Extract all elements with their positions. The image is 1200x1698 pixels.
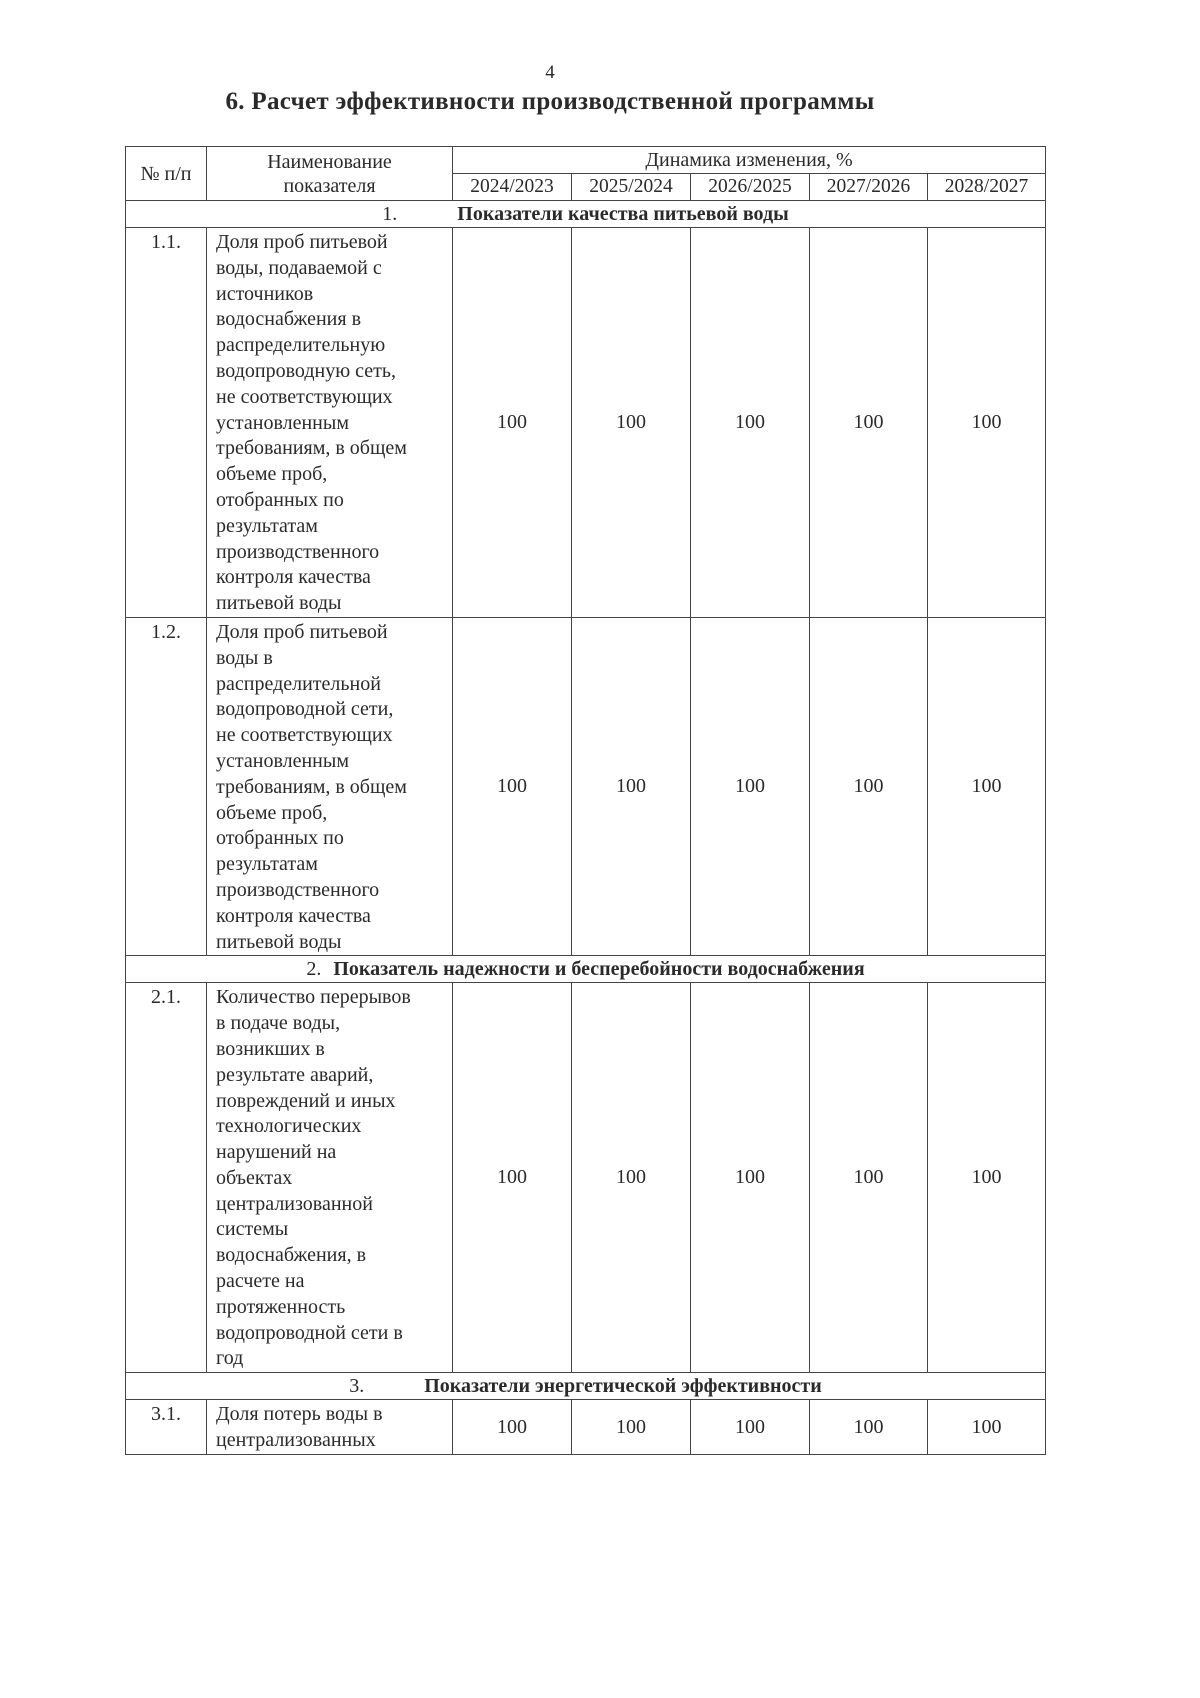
row-name-line: расчете на <box>216 1270 305 1293</box>
row-name-line: контроля качества <box>216 566 371 589</box>
row-name-line: повреждений и иных <box>216 1089 396 1112</box>
row-value: 100 <box>810 983 928 1373</box>
row-value: 100 <box>810 1400 928 1455</box>
row-name-line: Доля проб питьевой <box>216 231 388 253</box>
row-name-line: отобранных по <box>216 827 344 850</box>
section-heading <box>126 1373 1046 1400</box>
row-name-line: не соответствующих <box>216 724 393 747</box>
row-name <box>207 983 453 1373</box>
header-year: 2025/2024 <box>572 174 691 201</box>
row-value: 100 <box>691 1400 810 1455</box>
section-row <box>126 956 1046 983</box>
row-value: 100 <box>928 1400 1046 1455</box>
row-name-line: питьевой воды <box>216 930 342 953</box>
section-title: Показатели качества питьевой воды <box>457 203 789 225</box>
section-title: Показатель надежности и бесперебойности водоснабжения <box>333 958 865 981</box>
row-name-line: водопроводную сеть, <box>216 359 397 382</box>
row-value: 100 <box>691 617 810 955</box>
header-name <box>207 147 453 201</box>
section-number: 1. <box>382 203 398 225</box>
row-name-line: Доля проб питьевой <box>216 620 388 643</box>
table-row <box>126 1400 1046 1455</box>
row-name-line: источников <box>216 282 314 305</box>
row-name-line: нарушений на <box>216 1141 337 1164</box>
row-name-line: производственного <box>216 878 380 901</box>
row-name-line: распределительную <box>216 334 386 357</box>
table-row <box>126 617 1046 955</box>
page-title: 6. Расчет эффективности производственной программы <box>225 88 875 115</box>
row-name-line: распределительной <box>216 672 381 695</box>
row-value: 100 <box>453 617 572 955</box>
row-name-line: Доля потерь воды в <box>216 1403 383 1426</box>
page-number: 4 <box>545 62 555 83</box>
row-number: 1.1. <box>126 228 207 618</box>
row-name <box>207 1400 453 1455</box>
row-name-line: протяженность <box>216 1295 346 1318</box>
row-name-line: централизованной <box>216 1192 373 1215</box>
row-value: 100 <box>810 228 928 618</box>
row-name-line: технологических <box>216 1115 362 1138</box>
row-name-line: Количество перерывов <box>216 986 411 1009</box>
row-value: 100 <box>453 1400 572 1455</box>
row-name-line: питьевой воды <box>216 592 342 615</box>
row-value: 100 <box>928 617 1046 955</box>
row-name-line: контроля качества <box>216 904 371 927</box>
row-name <box>207 617 453 955</box>
table-row <box>126 983 1046 1373</box>
row-name-line: водоснабжения в <box>216 308 362 331</box>
row-name-line: объеме проб, <box>216 463 328 486</box>
row-value: 100 <box>453 983 572 1373</box>
row-name-line: в подаче воды, <box>216 1012 341 1035</box>
row-value: 100 <box>928 228 1046 618</box>
section-number: 3. <box>349 1375 365 1398</box>
row-name-line: не соответствующих <box>216 385 393 408</box>
row-name-line: год <box>216 1347 244 1370</box>
row-name-line: установленным <box>216 749 349 772</box>
section-title: Показатели энергетической эффективности <box>424 1375 822 1398</box>
row-value: 100 <box>572 617 691 955</box>
header-year: 2028/2027 <box>928 174 1046 201</box>
section-heading <box>126 956 1046 983</box>
row-name-line: производственного <box>216 540 380 563</box>
row-name-line: воды в <box>216 646 273 669</box>
header-num: № п/п <box>126 147 207 201</box>
table-row <box>126 228 1046 618</box>
row-value: 100 <box>453 228 572 618</box>
row-name-line: воды, подаваемой с <box>216 256 382 279</box>
header-name-line1: Наименование <box>267 150 392 173</box>
row-name <box>207 228 453 618</box>
row-name-line: централизованных <box>216 1429 376 1452</box>
section-number: 2. <box>306 958 322 981</box>
row-name-line: водоснабжения, в <box>216 1244 367 1267</box>
efficiency-table <box>125 146 1046 1455</box>
row-name-line: установленным <box>216 411 349 434</box>
header-name-line2: показателя <box>283 174 376 197</box>
row-value: 100 <box>810 617 928 955</box>
row-number: 1.2. <box>126 617 207 955</box>
row-value: 100 <box>691 983 810 1373</box>
row-name-line: результатам <box>216 514 318 537</box>
row-name-line: результатам <box>216 853 318 876</box>
row-number: 2.1. <box>126 983 207 1373</box>
section-row <box>126 201 1046 228</box>
row-value: 100 <box>928 983 1046 1373</box>
header-year: 2027/2026 <box>810 174 928 201</box>
row-name-line: требованиям, в общем <box>216 775 407 798</box>
row-value: 100 <box>691 228 810 618</box>
header-dynamics: Динамика изменения, % <box>453 147 1046 174</box>
row-number: 3.1. <box>126 1400 207 1455</box>
row-name-line: объектах <box>216 1166 293 1189</box>
row-name-line: результате аварий, <box>216 1063 374 1086</box>
row-name-line: отобранных по <box>216 488 344 511</box>
row-value: 100 <box>572 228 691 618</box>
section-row <box>126 1373 1046 1400</box>
row-name-line: объеме проб, <box>216 801 328 824</box>
row-name-line: водопроводной сети в <box>216 1321 403 1344</box>
row-value: 100 <box>572 983 691 1373</box>
row-name-line: водопроводной сети, <box>216 698 394 721</box>
header-year: 2024/2023 <box>453 174 572 201</box>
section-heading <box>126 201 1046 228</box>
row-value: 100 <box>572 1400 691 1455</box>
row-name-line: требованиям, в общем <box>216 437 407 460</box>
row-name-line: возникших в <box>216 1037 325 1060</box>
row-name-line: системы <box>216 1218 289 1241</box>
header-year: 2026/2025 <box>691 174 810 201</box>
